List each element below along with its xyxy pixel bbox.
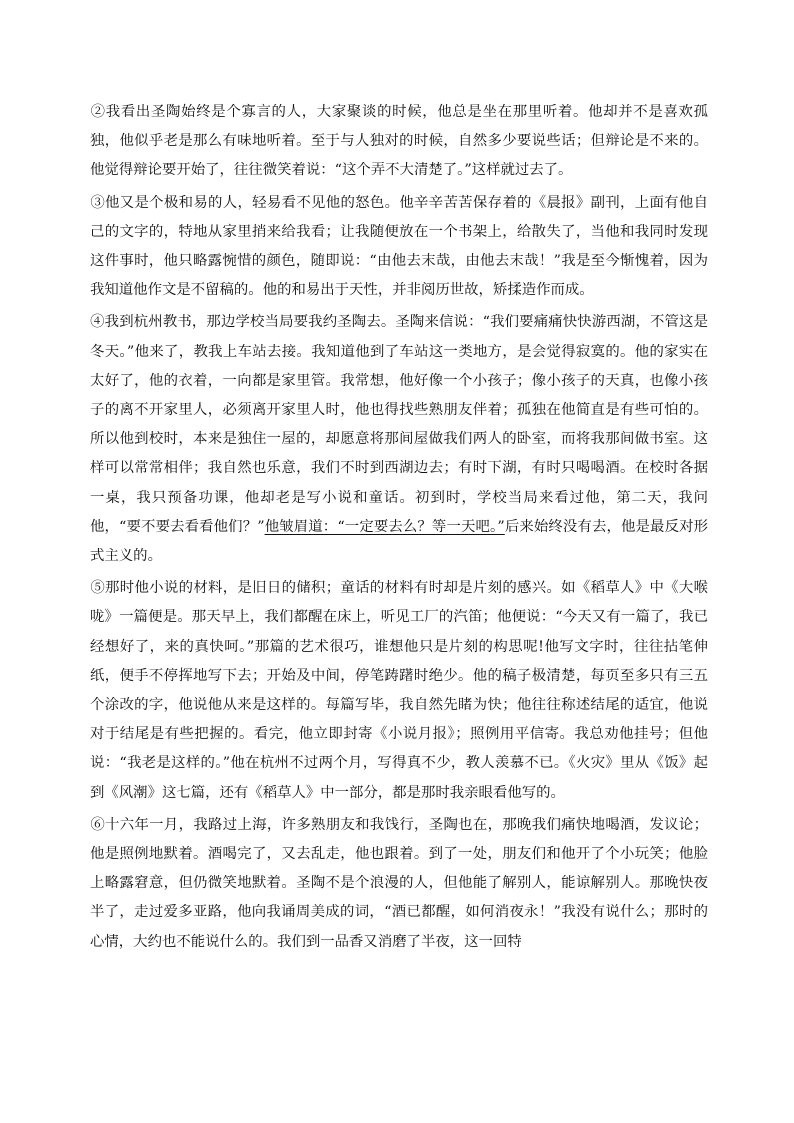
paragraph-4-text-before: ④我到杭州教书，那边学校当局要我约圣陶去。圣陶来信说：“我们要痛痛快快游西湖，不管这是冬天。”他来了，教我上车站去接。我知道他到了车站这一类地方，是会觉得寂寞的。他的家实在太好了，他的衣着，一向都是家里管。我常想，他好像一个小孩子；像小孩子的天真，也像小孩子的离不开家里人，必须离开家里人时，他也得找些熟朋友伴着；孤独在他简直是有些可怕的。所以他到校时，本来是独住一屋的，却愿意将那间屋做我们两人的卧室，而将我那间做书室。这样可以常常相伴；我自然也乐意，我们不时到西湖边去；有时下湖，有时只喝喝酒。在校时各据一桌，我只预备功课，他却老是写小说和童话。初到时，学校当局来看过他，第二天，我问他，“要不要去看看他们？” bbox=[90, 314, 708, 535]
paragraph-5: ⑤那时他小说的材料，是旧日的储积；童话的材料有时却是片刻的感兴。如《稻草人》中《大喉咙》一篇便是。那天早上，我们都醒在床上，听见工厂的汽笛；他便说：“今天又有一篇了，我已经想好了，来的真快呵。”那篇的艺术很巧，谁想他只是片刻的构思呢!他写文字时，往往拈笔伸纸，便手不停挥地写下去；开始及中间，停笔踌躇时绝少。他的稿子极清楚，每页至多只有三五个涂改的字，他说他从来是这样的。每篇写毕，我自然先睹为快；他往往称述结尾的适宜，他说对于结尾是有些把握的。看完，他立即封寄《小说月报》；照例用平信寄。我总劝他挂号；但他说：“我老是这样的。”他在杭州不过两个月，写得真不少，教人羡慕不已。《火灾》里从《饭》起到《风潮》这七篇，还有《稻草人》中一部分，都是那时我亲眼看他写的。 bbox=[90, 580, 708, 801]
paragraph-4-text-after: 后来始终没有去，他是最反对形式主义的。 bbox=[90, 518, 708, 565]
paragraph-6: ⑥十六年一月，我路过上海，许多熟朋友和我饯行，圣陶也在，那晚我们痛快地喝酒，发议论；他是照例地默着。酒喝完了，又去乱走，他也跟着。到了一处，朋友们和他开了个小玩笑；他脸上略露窘意，但仍微笑地默着。圣陶不是个浪漫的人，但他能了解别人，能谅解别人。那晚快夜半了，走过爱多亚路，他向我诵周美成的词，“酒已都醒，如何消夜永！”我没有说什么；那时的心情，大约也不能说什么的。我们到一品香又消磨了半夜，这一回特 bbox=[90, 816, 708, 950]
underlined-sentence: 他皱眉道：“一定要去么？等一天吧。” bbox=[264, 518, 505, 535]
paragraph-4 bbox=[90, 308, 708, 571]
article-body bbox=[90, 98, 708, 960]
paragraph-3: ③他又是个极和易的人，轻易看不见他的怒色。他辛辛苦苦保存着的《晨报》副刊，上面有他自己的文字的，特地从家里捎来给我看；让我随便放在一个书架上，给散失了，当他和我同时发现这件事时，他只略露惋惜的颜色，随即说：“由他去末哉，由他去末哉！”我是至今惭愧着，因为我知道他作文是不留稿的。他的和易出于天性，并非阅历世故，矫揉造作而成。 bbox=[90, 194, 708, 299]
paragraph-2: ②我看出圣陶始终是个寡言的人，大家聚谈的时候，他总是坐在那里听着。他却并不是喜欢孤独，他似乎老是那么有味地听着。至于与人独对的时候，自然多少要说些话；但辩论是不来的。他觉得辩论要开始了，往往微笑着说：“这个弄不大清楚了。”这样就过去了。 bbox=[90, 104, 708, 179]
